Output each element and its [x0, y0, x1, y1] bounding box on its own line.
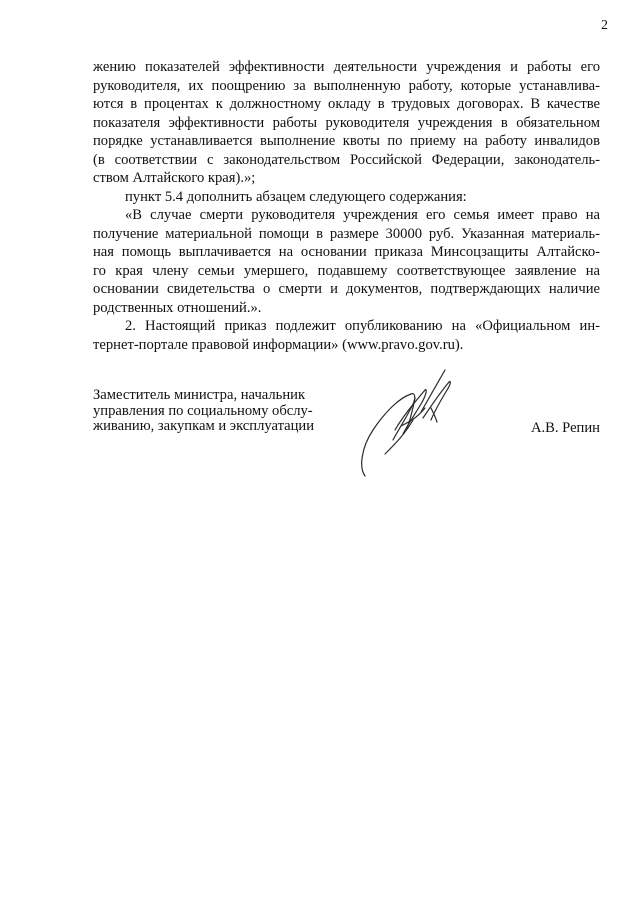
text-line: руководителя, их поощрению за выполненную работу, которые устанавлива- — [93, 77, 600, 94]
paragraph-4 — [93, 317, 600, 354]
text-line: пункт 5.4 дополнить абзацем следующего содержания: — [125, 188, 467, 205]
text-line: получение материальной помощи в размере 30000 руб. Указанная материаль- — [93, 225, 600, 242]
text-line: (в соответствии с законодательством Российской Федерации, законодатель- — [93, 151, 600, 168]
signatory-title-line: живанию, закупкам и эксплуатации — [93, 418, 315, 434]
text-line: показателя эффективности работы руководителя учреждения в обязательном — [93, 114, 600, 131]
text-line: жению показателей эффективности деятельности учреждения и работы его — [93, 59, 600, 75]
paragraph-1 — [93, 58, 600, 188]
text-line: ством Алтайского края).»; — [93, 170, 256, 186]
text-line: порядке устанавливается выполнение квоты по приему на работу инвалидов — [93, 133, 600, 149]
signatory-title — [93, 388, 353, 435]
signatory-title-line: управления по социальному обслу- — [93, 402, 313, 419]
text-line: го края члену семьи умершего, подавшему соответствующее заявление на — [93, 262, 600, 279]
text-line: родственных отношений.». — [93, 299, 262, 316]
signature-block — [93, 388, 600, 478]
signatory-title-line: Заместитель министра, начальник — [93, 387, 306, 403]
text-line: тернет-портале правовой информации» (www.pravo.gov.ru). — [93, 336, 464, 353]
paragraph-3 — [93, 206, 600, 317]
text-line: основании свидетельства о смерти и документов, подтверждающих наличие — [93, 281, 600, 297]
text-line: 2. Настоящий приказ подлежит опубликованию на «Официальном ин- — [125, 318, 600, 334]
document-body — [93, 58, 600, 354]
page-number: 2 — [601, 18, 608, 33]
text-line: ная помощь выплачивается на основании приказа Минсоцзащиты Алтайско- — [93, 244, 600, 260]
text-line: «В случае смерти руководителя учреждения его семья имеет право на — [125, 207, 600, 223]
handwritten-signature — [355, 368, 465, 478]
paragraph-2 — [93, 188, 600, 207]
text-line: ются в процентах к должностному окладу в трудовых договорах. В качестве — [93, 96, 600, 112]
signatory-name: А.В. Репин — [530, 420, 600, 436]
